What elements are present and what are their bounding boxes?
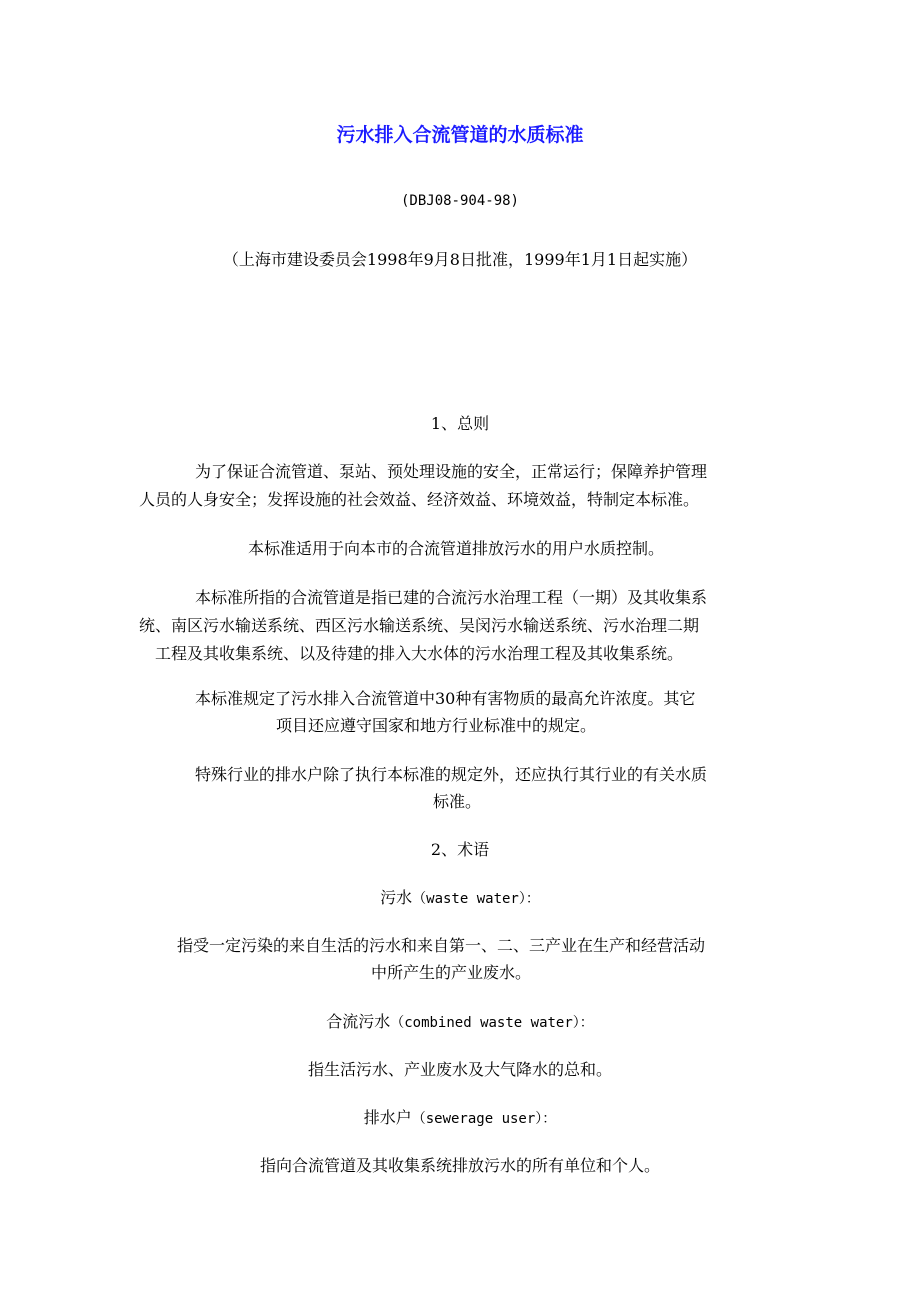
approval-note: （上海市建设委员会1998年9月8日批准，1999年1月1日起实施） bbox=[222, 250, 698, 269]
term-waste-water-definition-line-2: 中所产生的产业废水。 bbox=[371, 963, 532, 982]
standard-code: (DBJ08-904-98) bbox=[400, 193, 519, 209]
term-combined-waste-water bbox=[0, 1008, 920, 1037]
section-2-heading: 2、术语 bbox=[430, 840, 490, 859]
term-waste-water-cn: 污水 bbox=[380, 888, 413, 907]
paragraph-3-line-3: 工程及其收集系统、以及待建的排入大水体的污水治理工程及其收集系统。 bbox=[155, 644, 684, 663]
paragraph-5-line-2: 标准。 bbox=[433, 792, 482, 811]
paragraph-2: 本标准适用于向本市的合流管道排放污水的用户水质控制。 bbox=[248, 539, 665, 558]
paragraph-1-line-2: 人员的人身安全；发挥设施的社会效益、经济效益、环境效益，特制定本标准。 bbox=[139, 490, 700, 509]
term-combined-waste-water-definition: 指生活污水、产业废水及大气降水的总和。 bbox=[307, 1060, 612, 1079]
section-1-heading: 1、总则 bbox=[430, 414, 490, 433]
paragraph-4-line-1: 本标准规定了污水排入合流管道中30种有害物质的最高允许浓度。其它 bbox=[195, 689, 696, 708]
paragraph-4-line-2: 项目还应遵守国家和地方行业标准中的规定。 bbox=[276, 716, 597, 735]
paragraph-3-line-1: 本标准所指的合流管道是指已建的合流污水治理工程（一期）及其收集系 bbox=[195, 588, 708, 607]
paragraph-5-line-1: 特殊行业的排水户除了执行本标准的规定外，还应执行其行业的有关水质 bbox=[195, 765, 708, 784]
paragraph-1-line-1: 为了保证合流管道、泵站、预处理设施的安全，正常运行；保障养护管理 bbox=[195, 462, 708, 481]
term-combined-waste-water-en: （combined waste water）： bbox=[390, 1015, 594, 1031]
term-combined-waste-water-cn: 合流污水 bbox=[326, 1012, 391, 1031]
term-sewerage-user bbox=[0, 1104, 920, 1133]
term-waste-water-definition-line-1: 指受一定污染的来自生活的污水和来自第一、二、三产业在生产和经营活动 bbox=[177, 936, 706, 955]
term-sewerage-user-en: （sewerage user）： bbox=[411, 1111, 557, 1127]
term-waste-water bbox=[0, 884, 920, 913]
term-waste-water-en: （waste water）： bbox=[412, 891, 540, 907]
term-sewerage-user-definition: 指向合流管道及其收集系统排放污水的所有单位和个人。 bbox=[259, 1156, 660, 1175]
document-title: 污水排入合流管道的水质标准 bbox=[336, 124, 584, 146]
term-sewerage-user-cn: 排水户 bbox=[363, 1108, 412, 1127]
paragraph-3-line-2: 统、南区污水输送系统、西区污水输送系统、吴闵污水输送系统、污水治理二期 bbox=[139, 616, 700, 635]
